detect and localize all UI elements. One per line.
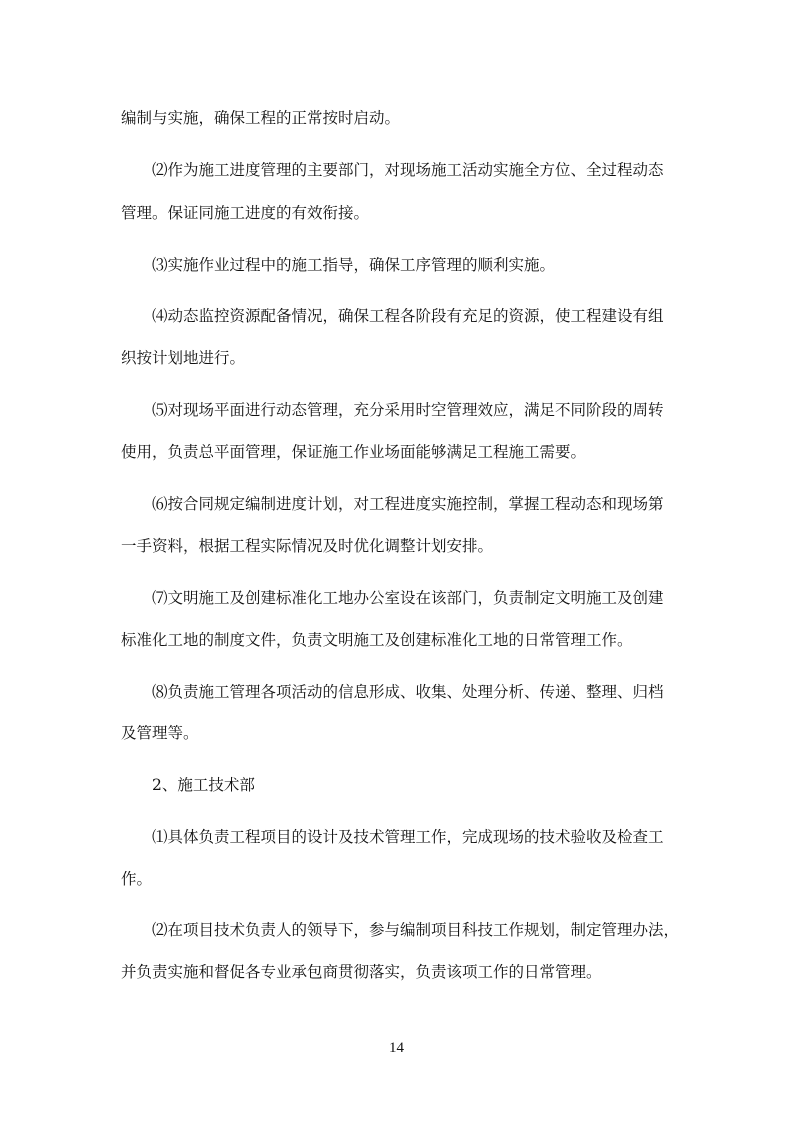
text-line: 及管理等。 <box>121 724 199 742</box>
text-line: 作。 <box>121 870 153 888</box>
text-line: ⑸对现场平面进行动态管理，充分采用时空管理效应，满足不同阶段的周转 <box>152 401 664 419</box>
text-line: 标准化工地的制度文件，负责文明施工及创建标准化工地的日常管理工作。 <box>121 631 633 649</box>
text-line: ⑻负责施工管理各项活动的信息形成、收集、处理分析、传递、整理、归档 <box>152 683 664 701</box>
text-line: ⑹按合同规定编制进度计划，对工程进度实施控制，掌握工程动态和现场第 <box>152 495 664 513</box>
text-line: 并负责实施和督促各专业承包商贯彻落实，负责该项工作的日常管理。 <box>121 963 602 981</box>
text-line: ⑵作为施工进度管理的主要部门，对现场施工活动实施全方位、全过程动态 <box>152 161 664 179</box>
text-line: 编制与实施，确保工程的正常按时启动。 <box>121 109 401 127</box>
section-heading: 2、施工技术部 <box>152 776 255 794</box>
text-line: ⑶实施作业过程中的施工指导，确保工序管理的顺利实施。 <box>152 256 556 274</box>
text-line: ⑺文明施工及创建标准化工地办公室设在该部门，负责制定文明施工及创建 <box>152 589 664 607</box>
text-line: ⑵在项目技术负责人的领导下，参与编制项目科技工作规划，制定管理办法， <box>152 921 680 939</box>
text-line: 管理。保证同施工进度的有效衔接。 <box>121 204 370 222</box>
text-line: ⑷动态监控资源配备情况，确保工程各阶段有充足的资源，使工程建设有组 <box>152 307 664 325</box>
text-line: 织按计划地进行。 <box>121 349 246 367</box>
text-line: 一手资料，根据工程实际情况及时优化调整计划安排。 <box>121 537 494 555</box>
page-number: 14 <box>389 1040 404 1056</box>
text-line: ⑴具体负责工程项目的设计及技术管理工作，完成现场的技术验收及检查工 <box>152 828 664 846</box>
text-line: 使用，负责总平面管理，保证施工作业场面能够满足工程施工需要。 <box>121 443 587 461</box>
